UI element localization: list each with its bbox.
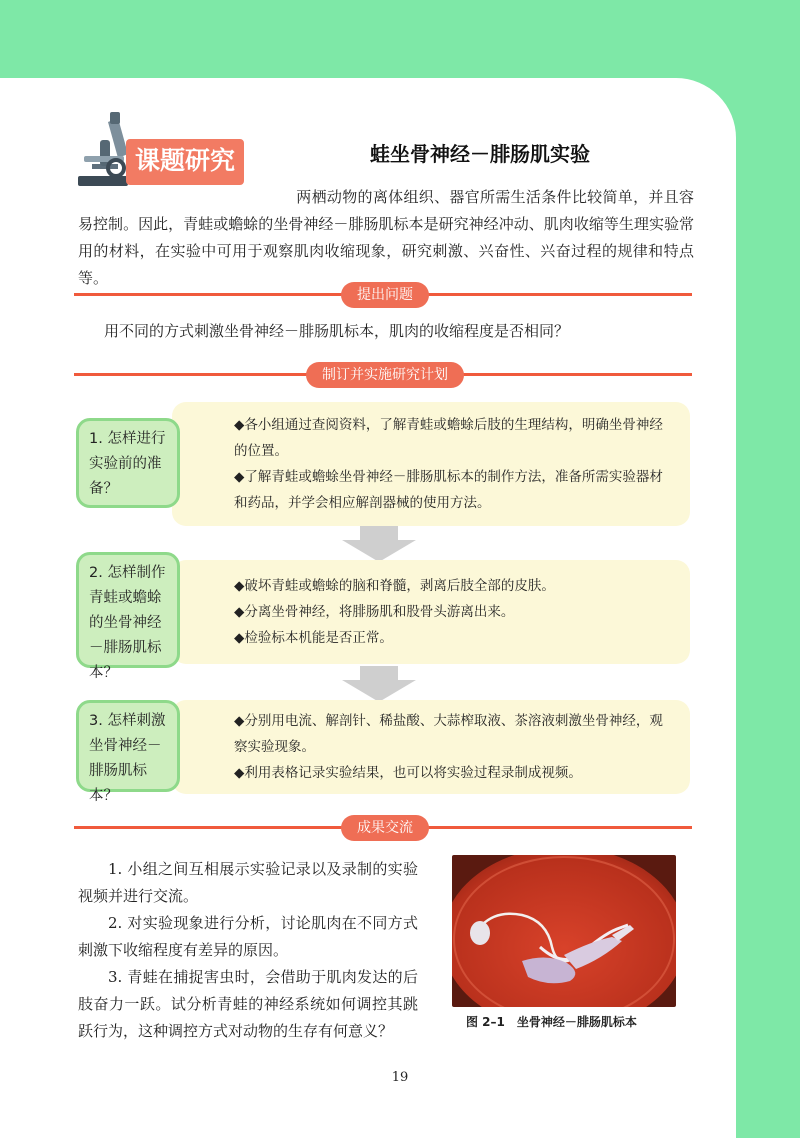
topic-badge: 课题研究 <box>126 139 244 185</box>
figure-caption: 图 2–1 坐骨神经－腓肠肌标本 <box>466 1015 637 1029</box>
step-3-question: 3. 怎样刺激坐骨神经－腓肠肌标本？ <box>76 700 180 792</box>
results-item-1: 1. 小组之间互相展示实验记录以及录制的实验视频并进行交流。 <box>78 860 418 905</box>
step-2-question: 2. 怎样制作青蛙或蟾蜍的坐骨神经－腓肠肌标本？ <box>76 552 180 668</box>
specimen-photo <box>452 855 676 1007</box>
results-item-3: 3. 青蛙在捕捉害虫时，会借助于肌肉发达的后肢奋力一跃。试分析青蛙的神经系统如何调控其跳跃行为，这种调控方式对动物的生存有何意义？ <box>78 968 418 1040</box>
results-list <box>78 856 418 1045</box>
page-number: 19 <box>391 1070 409 1085</box>
step-1-point-1: ◆各小组通过查阅资料，了解青蛙或蟾蜍后肢的生理结构，明确坐骨神经的位置。 <box>234 417 663 459</box>
intro-paragraph <box>78 184 694 292</box>
step-2-point-1: ◆破坏青蛙或蟾蜍的脑和脊髓，剥离后肢全部的皮肤。 <box>234 578 555 594</box>
step-1-answer-box <box>172 402 690 526</box>
research-question: 用不同的方式刺激坐骨神经－腓肠肌标本，肌肉的收缩程度是否相同？ <box>104 322 570 340</box>
section-label-question: 提出问题 <box>341 282 429 308</box>
intro-text: 两栖动物的离体组织、器官所需生活条件比较简单，并且容易控制。因此，青蛙或蟾蜍的坐骨神经－腓肠肌标本是研究神经冲动、肌肉收缩等生理实验常用的材料，在实验中可用于观察肌肉收缩现象，研究刺激、兴奋性、兴奋过程的规律和特点等。 <box>78 188 694 287</box>
results-item-2: 2. 对实验现象进行分析，讨论肌肉在不同方式刺激下收缩程度有差异的原因。 <box>78 914 418 959</box>
section-label-results: 成果交流 <box>341 815 429 841</box>
step-1-point-2: ◆了解青蛙或蟾蜍坐骨神经－腓肠肌标本的制作方法，准备所需实验器材和药品，并学会相应解剖器械的使用方法。 <box>234 469 663 511</box>
step-3-answer-box <box>172 700 690 794</box>
step-3-point-2: ◆利用表格记录实验结果，也可以将实验过程录制成视频。 <box>234 765 582 781</box>
step-1-question: 1. 怎样进行实验前的准备？ <box>76 418 180 508</box>
down-arrow-icon <box>342 526 416 562</box>
page-title: 蛙坐骨神经－腓肠肌实验 <box>370 142 590 166</box>
step-2-answer-box <box>172 560 690 664</box>
step-3-point-1: ◆分别用电流、解剖针、稀盐酸、大蒜榨取液、茶溶液刺激坐骨神经，观察实验现象。 <box>234 713 663 755</box>
down-arrow-icon <box>342 666 416 702</box>
step-2-point-3: ◆检验标本机能是否正常。 <box>234 630 393 646</box>
step-2-point-2: ◆分离坐骨神经，将腓肠肌和股骨头游离出来。 <box>234 604 515 620</box>
section-label-plan: 制订并实施研究计划 <box>306 362 464 388</box>
